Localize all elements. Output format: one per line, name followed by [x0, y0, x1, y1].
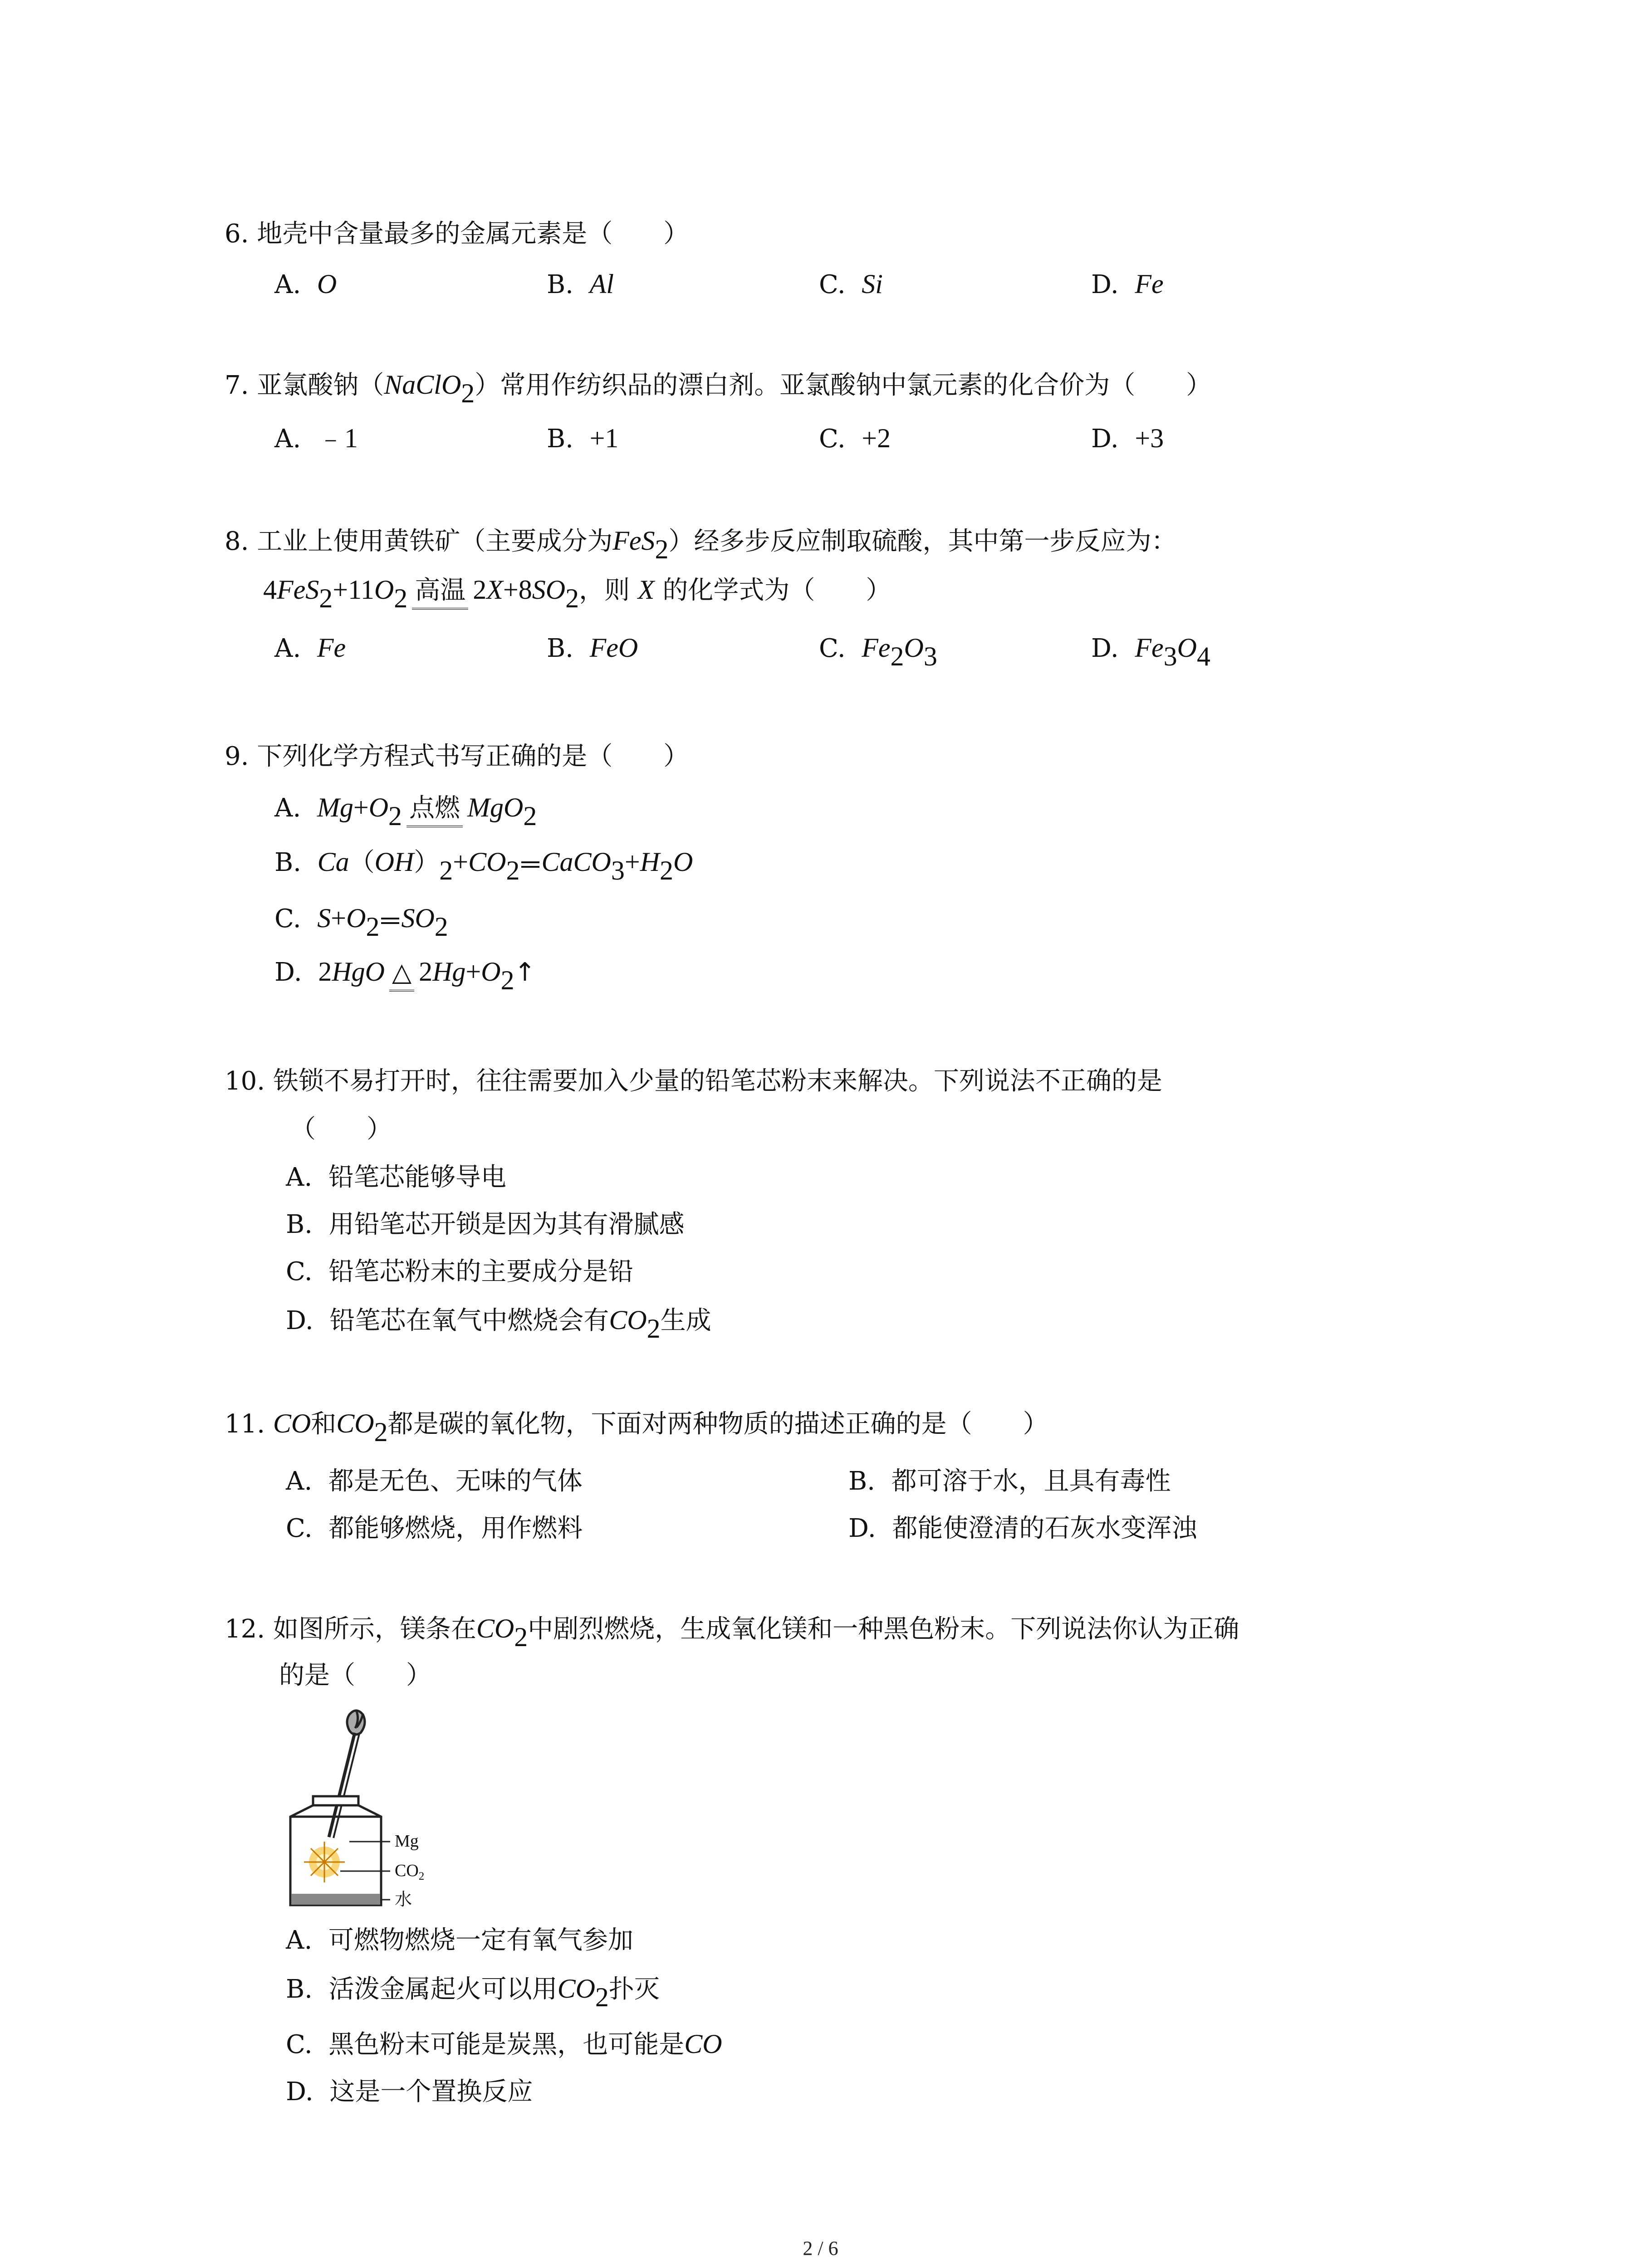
- option-text: 用铅笔芯开锁是因为其有滑腻感: [328, 1210, 685, 1239]
- subscript: 2: [890, 641, 904, 672]
- option-text: 扑灭: [608, 1975, 660, 2004]
- subscript: 2: [418, 1870, 425, 1883]
- q12-stem: [225, 1613, 1239, 1652]
- coefficient: 2: [473, 575, 487, 605]
- formula: O: [481, 957, 501, 987]
- option-text: 可燃物燃烧一定有氧气参加: [328, 1926, 633, 1955]
- q8-stem-pre: 8. 工业上使用黄铁矿（主要成分为: [225, 527, 613, 556]
- option-letter: A.: [286, 1466, 313, 1496]
- q11-stem: [225, 1408, 1048, 1447]
- q8-equation: [263, 575, 892, 614]
- plus-coefficient: +8: [503, 575, 532, 605]
- subscript: 3: [923, 641, 937, 672]
- option-letter: D.: [1091, 424, 1119, 454]
- subscript: 2: [394, 583, 408, 614]
- label-leaders: [340, 1842, 390, 1900]
- option-letter: C.: [286, 1257, 313, 1286]
- water-layer: [291, 1894, 380, 1905]
- paren: ）: [414, 848, 440, 877]
- formula: X: [637, 575, 655, 605]
- q10-stem: 10. 铁锁不易打开时，往往需要加入少量的铅笔芯粉末来解决。下列说法不正确的是: [225, 1066, 1162, 1096]
- subscript: 2: [500, 965, 514, 996]
- q12-option-c: [286, 2030, 722, 2058]
- option-letter: A.: [274, 424, 301, 454]
- option-letter: D.: [848, 1514, 876, 1543]
- option-value: ﹣1: [317, 423, 358, 453]
- plus-sign: +: [453, 847, 469, 877]
- option-text: 都能使澄清的石灰水变浑浊: [892, 1514, 1197, 1543]
- subscript: 4: [1196, 641, 1210, 672]
- option-letter: A.: [274, 634, 301, 663]
- option-text: 这是一个置换反应: [329, 2077, 533, 2107]
- formula: MgO: [467, 792, 524, 822]
- q10-option-a: [286, 1165, 506, 1190]
- page-number: 2 / 6: [803, 2237, 838, 2259]
- subscript: 2: [565, 583, 579, 614]
- q7-stem-pre: 7. 亚氯酸钠（: [225, 371, 384, 400]
- plus-sign: +: [331, 903, 347, 933]
- q8-tail: 的化学式为（ ）: [662, 576, 892, 605]
- option-text: 都能够燃烧，用作燃料: [328, 1514, 583, 1543]
- coefficient: 2: [419, 957, 433, 987]
- q8-option-b: [547, 634, 638, 661]
- q10-option-d: [286, 1305, 711, 1344]
- option-value: +2: [862, 423, 891, 453]
- option-text: 铅笔芯能够导电: [328, 1163, 506, 1192]
- option-letter: D.: [1091, 634, 1119, 663]
- experiment-figure: [281, 1706, 425, 1928]
- q6-option-c: [819, 270, 883, 298]
- q8-option-c: [819, 633, 937, 672]
- formula: S: [317, 903, 331, 933]
- formula: SO: [401, 903, 435, 933]
- option-letter: C.: [274, 904, 301, 934]
- paren: （: [349, 848, 375, 877]
- q7-stem-post: ）常用作纺织品的漂白剂。亚氯酸钠中氯元素的化合价为（ ）: [475, 371, 1212, 400]
- gas-arrow-icon: ↑: [514, 958, 536, 987]
- option-text: 生成: [660, 1306, 711, 1335]
- option-text: 活泼金属起火可以用: [328, 1975, 558, 2004]
- subscript: 2: [461, 378, 475, 409]
- q7-option-a: [274, 425, 358, 452]
- option-letter: A.: [286, 1926, 313, 1955]
- subscript: 2: [374, 1417, 388, 1447]
- coefficient: 2: [318, 957, 332, 987]
- subscript: 2: [319, 583, 333, 614]
- option-letter: C.: [286, 1514, 313, 1543]
- q12-stem-post: 中剧烈燃烧，生成氧化镁和一种黑色粉末。下列说法你认为正确: [528, 1614, 1239, 1644]
- option-letter: B.: [286, 1210, 313, 1239]
- subscript: 3: [611, 855, 625, 886]
- plus-sign: +: [465, 957, 481, 987]
- option-letter: D.: [1091, 270, 1119, 299]
- option-letter: A.: [286, 1163, 313, 1192]
- subscript: 2: [388, 801, 402, 831]
- option-value: Si: [862, 269, 883, 299]
- q9-option-a: [274, 792, 537, 831]
- option-text: 黑色粉末可能是炭黑，也可能是: [328, 2030, 685, 2059]
- formula: Mg: [317, 792, 353, 822]
- formula: O: [1177, 633, 1197, 663]
- q9-option-c: [274, 903, 448, 942]
- q11-option-a: [286, 1466, 583, 1496]
- formula: O: [346, 903, 366, 933]
- option-value: FeO: [589, 633, 638, 663]
- subscript: 2: [506, 855, 520, 886]
- label-co2-text: CO: [395, 1861, 419, 1880]
- q11-option-d: [848, 1516, 1197, 1541]
- formula: Fe: [1135, 633, 1164, 663]
- plus-coefficient: +11: [333, 575, 374, 605]
- subscript: 2: [595, 1982, 609, 2013]
- option-value: Fe: [317, 633, 346, 663]
- formula: OH: [374, 847, 414, 877]
- q11-stem-text: 和: [311, 1409, 337, 1439]
- q8-option-a: [274, 634, 346, 661]
- option-letter: B.: [286, 1975, 313, 2004]
- option-letter: C.: [819, 424, 846, 454]
- coefficient: 4: [263, 575, 277, 605]
- subscript: 3: [1163, 641, 1177, 672]
- reaction-condition: 点燃: [407, 796, 463, 827]
- formula: FeS: [277, 575, 319, 605]
- option-letter: B.: [547, 424, 573, 454]
- option-text: 都是无色、无味的气体: [328, 1466, 583, 1496]
- q9-stem: 9. 下列化学方程式书写正确的是（ ）: [225, 742, 689, 771]
- q12-option-b: [286, 1974, 660, 2013]
- jar-illustration: [281, 1706, 413, 1923]
- subscript: 2: [439, 855, 453, 886]
- option-letter: B.: [848, 1466, 875, 1496]
- option-letter: B.: [547, 270, 573, 299]
- plus-sign: +: [353, 792, 369, 822]
- subscript: 2: [366, 912, 380, 942]
- q8-stem: [225, 526, 1177, 565]
- q12-stem-cont: 的是（ ）: [279, 1661, 431, 1690]
- formula: CO: [336, 1408, 374, 1438]
- formula: CO: [684, 2029, 722, 2059]
- formula: Hg: [432, 957, 466, 987]
- formula: SO: [532, 575, 566, 605]
- formula: HgO: [332, 957, 385, 987]
- reaction-condition: 高温: [412, 578, 468, 610]
- formula: X: [486, 575, 503, 605]
- subscript: 2: [647, 1314, 661, 1344]
- formula: CaCO: [541, 847, 611, 877]
- q8-tail: ，则: [579, 576, 630, 605]
- formula: O: [673, 847, 693, 877]
- subscript: 2: [514, 1622, 528, 1652]
- formula: Fe: [862, 633, 891, 663]
- option-value: O: [317, 269, 337, 299]
- formula: O: [904, 633, 924, 663]
- q7-option-d: [1091, 425, 1164, 452]
- formula: O: [374, 575, 394, 605]
- option-letter: B.: [274, 848, 301, 877]
- subscript: 2: [660, 855, 674, 886]
- q7-option-c: [819, 425, 891, 452]
- q10-stem-cont: （ ）: [290, 1114, 392, 1144]
- subscript: 2: [655, 534, 669, 565]
- option-text: 铅笔芯粉末的主要成分是铅: [328, 1257, 634, 1286]
- option-letter: A.: [274, 270, 301, 299]
- option-letter: C.: [819, 270, 846, 299]
- option-value: +3: [1135, 423, 1164, 453]
- reaction-condition: △: [389, 960, 414, 992]
- formula: CO: [609, 1305, 647, 1335]
- equals-sign: [381, 918, 399, 924]
- question-number: 11.: [225, 1409, 265, 1439]
- q12-option-d: [286, 2079, 533, 2105]
- q8-stem-post: ）经多步反应制取硫酸，其中第一步反应为：: [668, 527, 1177, 556]
- q11-option-c: [286, 1516, 583, 1541]
- q10-option-c: [286, 1259, 633, 1285]
- equals-sign: [521, 861, 539, 868]
- formula: CO: [273, 1408, 311, 1438]
- formula: NaClO: [384, 370, 461, 400]
- plus-sign: +: [624, 847, 640, 877]
- q7-option-b: [547, 425, 618, 452]
- subscript: 2: [434, 912, 448, 942]
- formula: O: [368, 792, 389, 822]
- formula: H: [640, 847, 660, 877]
- q10-option-b: [286, 1212, 685, 1237]
- option-text: 铅笔芯在氧气中燃烧会有: [329, 1306, 609, 1335]
- formula: CO: [468, 847, 506, 877]
- q9-option-d: [274, 957, 536, 996]
- q12-stem-pre: 12. 如图所示，镁条在: [225, 1614, 476, 1644]
- q7-stem: [225, 370, 1212, 409]
- tongs-icon: [329, 1710, 365, 1838]
- option-letter: D.: [286, 1306, 314, 1335]
- q6-option-a: [274, 270, 337, 298]
- label-co2: [395, 1861, 425, 1883]
- option-value: Al: [589, 269, 614, 299]
- option-value: Fe: [1135, 269, 1164, 299]
- label-mg: Mg: [395, 1832, 419, 1851]
- q12-option-a: [286, 1928, 633, 1953]
- option-value: +1: [589, 423, 619, 453]
- formula: CO: [476, 1613, 514, 1643]
- option-letter: C.: [819, 634, 846, 663]
- formula: Ca: [317, 847, 349, 877]
- q11-option-b: [848, 1466, 1171, 1496]
- q6-option-d: [1091, 270, 1164, 298]
- option-letter: D.: [274, 958, 302, 987]
- option-letter: B.: [547, 634, 573, 663]
- q8-option-d: [1091, 633, 1210, 672]
- option-text: 都可溶于水，且具有毒性: [891, 1466, 1171, 1496]
- q6-option-b: [547, 270, 614, 298]
- q11-stem-text: 都是碳的氧化物，下面对两种物质的描述正确的是（ ）: [387, 1409, 1048, 1439]
- formula: CO: [557, 1974, 595, 2004]
- label-water: 水: [395, 1889, 412, 1909]
- q9-option-b: [274, 847, 693, 886]
- q6-stem: 6. 地壳中含量最多的金属元素是（ ）: [225, 219, 689, 249]
- option-letter: D.: [286, 2077, 314, 2107]
- formula: FeS: [612, 526, 655, 556]
- option-letter: C.: [286, 2030, 313, 2059]
- subscript: 2: [523, 801, 537, 831]
- option-letter: A.: [274, 793, 301, 823]
- flame-icon: [304, 1842, 345, 1882]
